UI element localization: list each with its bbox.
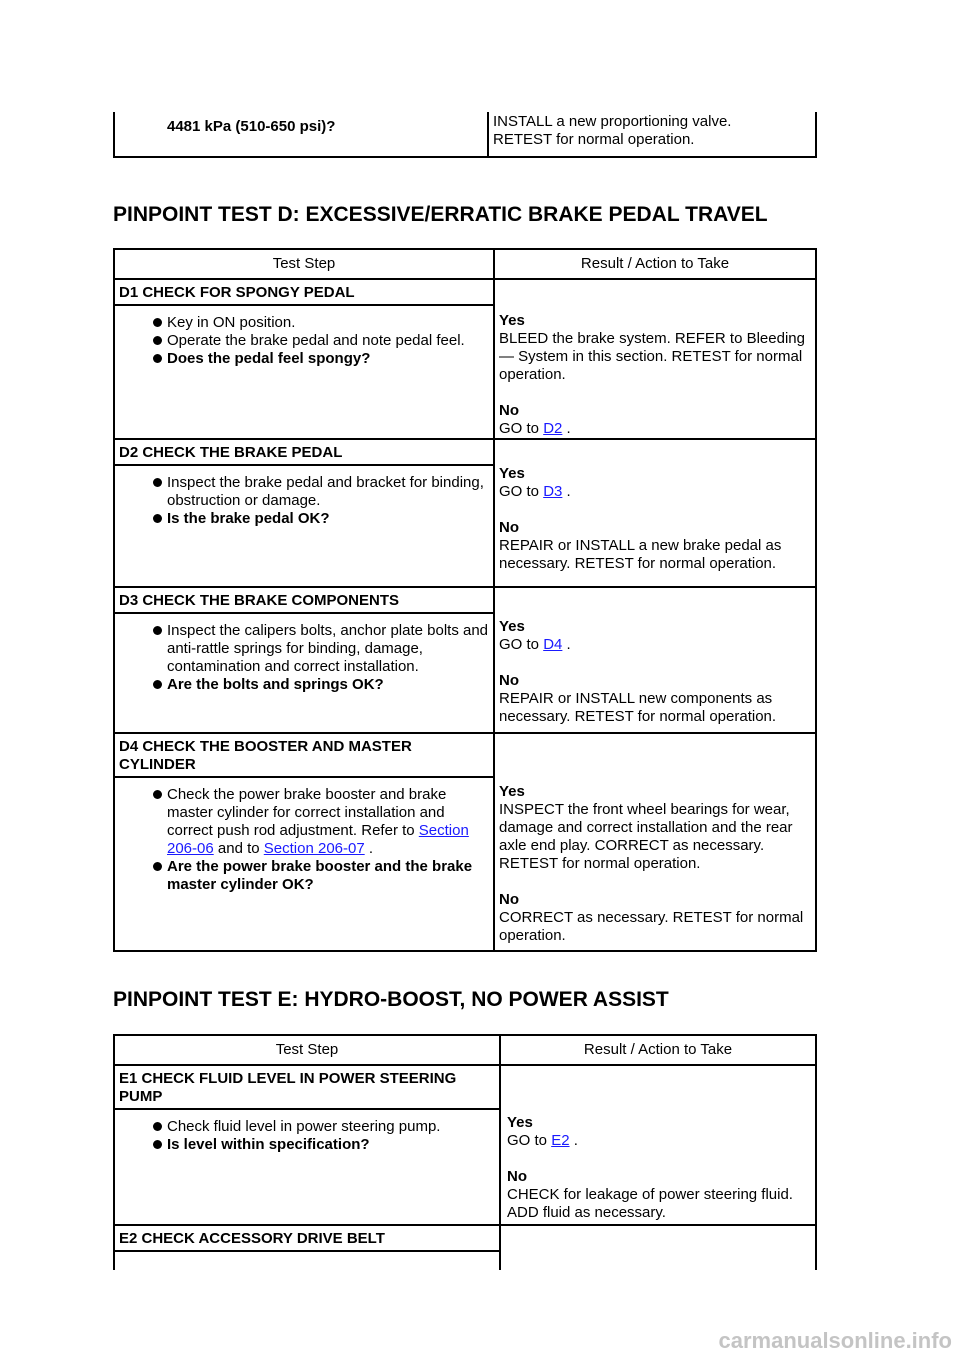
test-e-table	[113, 1034, 817, 1270]
col-test-step: Test Step	[114, 249, 494, 279]
list-item: Is the brake pedal OK?	[167, 510, 493, 528]
list-item: Check fluid level in power steering pump.	[167, 1118, 499, 1136]
bullet-text: Check the power brake booster and brake master cylinder for correct installation and correct push rod adjustment. Refer to	[167, 786, 447, 839]
yes-label: Yes	[499, 312, 525, 329]
no-label: No	[499, 891, 519, 908]
step-title: D3 CHECK THE BRAKE COMPONENTS	[115, 588, 493, 614]
action-line-1: INSTALL a new proportioning valve.	[493, 113, 732, 130]
step-title: E2 CHECK ACCESSORY DRIVE BELT	[115, 1226, 499, 1252]
list-item	[167, 786, 493, 858]
link-e2[interactable]: E2	[551, 1132, 570, 1149]
list-item: Inspect the brake pedal and bracket for binding, obstruction or damage.	[167, 474, 493, 510]
no-action: CHECK for leakage of power steering fluid. ADD fluid as necessary.	[507, 1186, 793, 1221]
no-label: No	[499, 672, 519, 689]
no-action: CORRECT as necessary. RETEST for normal operation.	[499, 909, 804, 944]
test-d-table	[113, 248, 817, 952]
link-d2[interactable]: D2	[543, 420, 563, 437]
yes-label: Yes	[499, 465, 525, 482]
step-d2	[114, 439, 816, 587]
step-bullets	[115, 314, 493, 368]
punct: .	[566, 636, 571, 653]
list-item: Does the pedal feel spongy?	[167, 350, 493, 368]
list-item: Operate the brake pedal and note pedal feel.	[167, 332, 493, 350]
bullet-text: and to	[217, 840, 260, 857]
test-e-heading: PINPOINT TEST E: HYDRO-BOOST, NO POWER ASSIST	[113, 988, 669, 1011]
list-item: Are the bolts and springs OK?	[167, 676, 493, 694]
step-bullets	[115, 474, 493, 528]
watermark: carmanualsonline.info	[718, 1328, 952, 1353]
link-d3[interactable]: D3	[543, 483, 563, 500]
yes-label: Yes	[499, 618, 525, 635]
yes-action: GO to	[507, 1132, 548, 1149]
step-title: E1 CHECK FLUID LEVEL IN POWER STEERING PUMP	[115, 1066, 499, 1110]
step-bullets	[115, 1118, 499, 1154]
step-d3	[114, 587, 816, 733]
no-action: REPAIR or INSTALL new components as necessary. RETEST for normal operation.	[499, 690, 777, 725]
step-title: D4 CHECK THE BOOSTER AND MASTER CYLINDER	[115, 734, 493, 778]
punct: .	[566, 420, 571, 437]
step-d4	[114, 733, 816, 951]
col-result-action: Result / Action to Take	[500, 1035, 816, 1065]
link-section-206-07[interactable]: Section 206-07	[263, 840, 365, 857]
col-test-step: Test Step	[114, 1035, 500, 1065]
step-bullets	[115, 622, 493, 694]
yes-action: GO to	[499, 636, 540, 653]
yes-label: Yes	[507, 1114, 533, 1131]
col-result-action: Result / Action to Take	[494, 249, 816, 279]
step-title: D1 CHECK FOR SPONGY PEDAL	[115, 280, 493, 306]
no-action: REPAIR or INSTALL a new brake pedal as necessary. RETEST for normal operation.	[499, 537, 782, 572]
yes-action: INSPECT the front wheel bearings for wear, damage and correct installation and the rear axle end play. CORRECT as necessary. RETEST for normal operation.	[499, 801, 793, 872]
no-action: GO to	[499, 420, 540, 437]
list-item: Are the power brake booster and the brake master cylinder OK?	[167, 858, 493, 894]
no-label: No	[507, 1168, 527, 1185]
test-d-heading: PINPOINT TEST D: EXCESSIVE/ERRATIC BRAKE PEDAL TRAVEL	[113, 203, 768, 226]
punct: .	[573, 1132, 578, 1149]
step-d1	[114, 279, 816, 439]
list-item: Inspect the calipers bolts, anchor plate bolts and anti-rattle springs for binding, damage, contamination and correct installation.	[167, 622, 493, 676]
top-table	[113, 112, 817, 158]
step-bullets	[115, 786, 493, 894]
step-e2	[114, 1225, 816, 1270]
step-title: D2 CHECK THE BRAKE PEDAL	[115, 440, 493, 466]
punct: .	[566, 483, 571, 500]
pressure-question: 4481 kPa (510-650 psi)?	[167, 118, 336, 135]
list-item: Key in ON position.	[167, 314, 493, 332]
link-d4[interactable]: D4	[543, 636, 563, 653]
no-label: No	[499, 519, 519, 536]
yes-label: Yes	[499, 783, 525, 800]
punct: .	[368, 840, 374, 857]
yes-action: BLEED the brake system. REFER to Bleeding — System in this section. RETEST for normal operation.	[499, 330, 805, 383]
list-item: Is level within specification?	[167, 1136, 499, 1154]
step-e1	[114, 1065, 816, 1225]
no-label: No	[499, 402, 519, 419]
action-line-2: RETEST for normal operation.	[493, 131, 695, 148]
yes-action: GO to	[499, 483, 540, 500]
link-section-206-06[interactable]: Section 206-06	[167, 822, 469, 857]
